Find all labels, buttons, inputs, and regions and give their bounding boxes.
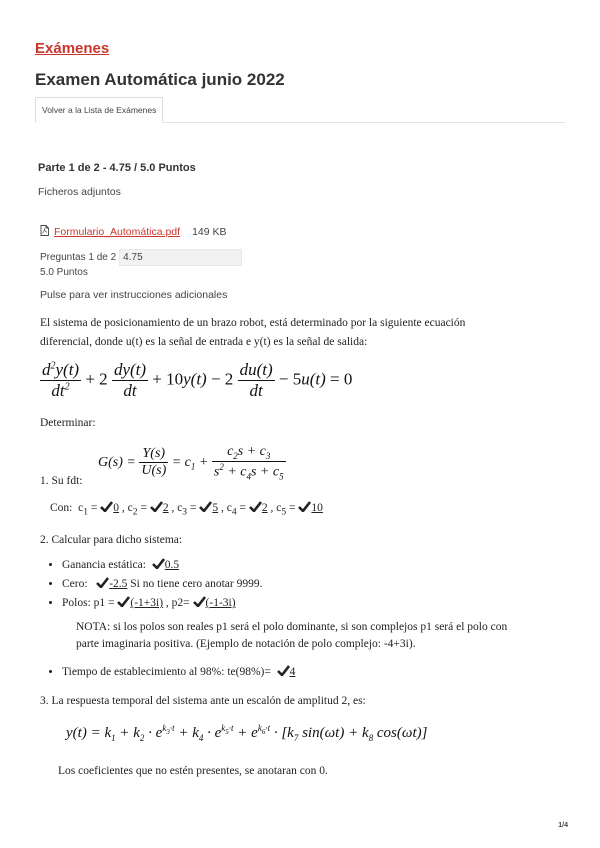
intro-line-1: El sistema de posicionamiento de un brazo robot, está determinado por la siguiente ecuación — [40, 317, 466, 329]
cero-note: Si no tiene cero anotar 9999. — [130, 578, 263, 590]
p1-answer: (-1+3i) — [130, 597, 164, 609]
check-icon — [298, 501, 311, 512]
differential-equation: $\frac{d^2y(t)}{dt^2}$ + 2 $\frac{dy(t)}{dt}$ + 10y(t) − 2 $\frac{du(t)}{dt}$ − 5u(t) = 0 — [42, 360, 353, 400]
page-number: 1/4 — [558, 822, 568, 829]
cero-item: • Cero: -2.5 Si no tiene cero anotar 9999. — [62, 575, 263, 594]
c5-answer: 10 — [311, 502, 323, 514]
question-label: Preguntas 1 de 2 — [40, 252, 117, 263]
intro-text — [40, 314, 465, 352]
nota-line-2: parte imaginaria positiva. (Ejemplo de notación de polo complejo: -4+3i). — [76, 638, 416, 650]
transfer-function: G(s) = $\frac{Y(s)}{U(s)}$ = $c_1$ + $\frac{c_2s + c_3}{s^2 + c_4s + c_5}$ — [98, 444, 284, 482]
tiempo-list — [40, 663, 295, 682]
check-icon — [277, 665, 290, 676]
con-label: Con: — [50, 502, 73, 514]
system-answers-list — [40, 556, 263, 613]
c4-answer: 2 — [261, 502, 268, 514]
question-score: 4.75 — [119, 249, 242, 266]
nota-text — [76, 619, 507, 653]
check-icon — [150, 501, 163, 512]
tiempo-item: • Tiempo de establecimiento al 98%: te(98%)= 4 — [62, 663, 295, 682]
check-icon — [96, 577, 109, 588]
determinar-label: Determinar: — [40, 417, 96, 429]
attachment-row — [40, 225, 227, 239]
part-heading: Parte 1 de 2 - 4.75 / 5.0 Puntos — [38, 162, 196, 174]
coefficients-row: Con: $c_1 = 0$ , $c_2 = 2$ , $c_3 = 5$ , $c_4 = 2$ , $c_5 = 10$ — [50, 502, 323, 518]
check-icon — [100, 501, 113, 512]
check-icon — [152, 558, 165, 569]
p2-answer: (-1-3i) — [205, 597, 236, 609]
tiempo-answer: 4 — [289, 666, 296, 678]
question-score-row — [40, 249, 242, 266]
pdf-file-icon — [40, 225, 49, 239]
ganancia-item: • Ganancia estática: 0.5 — [62, 556, 263, 575]
time-response-equation: $y(t) = k_1 + k_2 \cdot e^{k_3\cdot t} + k_4 \cdot e^{k_5\cdot t} + e^{k_6\cdot t} \cdot [k_7$ $\sin(\omega t) + k_8$ cos(ωt)] — [66, 723, 428, 743]
page-title: Examen Automática junio 2022 — [35, 70, 285, 89]
item-2: 2. Calcular para dicho sistema: — [40, 534, 183, 546]
breadcrumb-examenes[interactable]: Exámenes — [35, 40, 110, 57]
c2-answer: 2 — [162, 502, 169, 514]
back-to-exams-tab[interactable]: Volver a la Lista de Exámenes — [35, 97, 163, 123]
question-points: 5.0 Puntos — [40, 267, 88, 278]
instructions-link[interactable]: Pulse para ver instrucciones adicionales — [40, 289, 228, 301]
coef-note: Los coeficientes que no estén presentes, se anotaran con 0. — [58, 765, 328, 777]
c1-answer: 0 — [113, 502, 120, 514]
ganancia-answer: 0.5 — [164, 559, 180, 571]
item-3: 3. La respuesta temporal del sistema ante un escalón de amplitud 2, es: — [40, 695, 366, 707]
check-icon — [117, 596, 130, 607]
tab-bar — [35, 97, 565, 123]
item-1: 1. Su fdt: — [40, 475, 83, 487]
cero-answer: -2.5 — [109, 578, 128, 590]
polos-item: • Polos: p1 = (-1+3i) , p2= (-1-3i) — [62, 594, 263, 613]
check-icon — [199, 501, 212, 512]
attachment-size: 149 KB — [192, 226, 227, 238]
check-icon — [193, 596, 206, 607]
intro-line-2: diferencial, donde u(t) es la señal de entrada e y(t) es la señal de salida: — [40, 336, 368, 348]
c3-answer: 5 — [212, 502, 219, 514]
check-icon — [249, 501, 262, 512]
nota-line-1: NOTA: si los polos son reales p1 será el polo dominante, si son complejos p1 será el polo con — [76, 621, 508, 633]
attachments-label: Ficheros adjuntos — [38, 186, 121, 198]
attachment-link[interactable]: Formulario_Automática.pdf — [54, 226, 181, 238]
